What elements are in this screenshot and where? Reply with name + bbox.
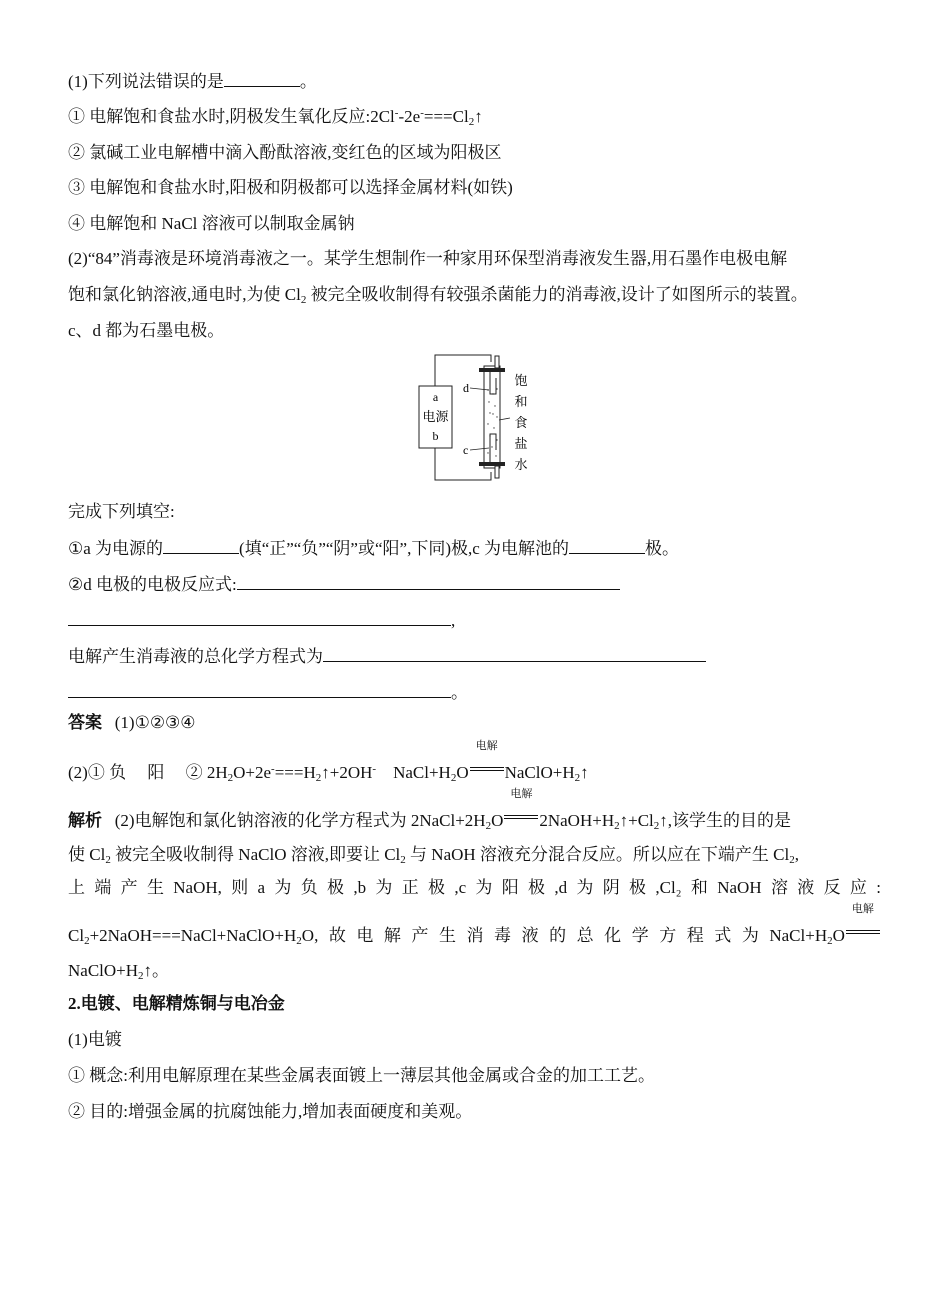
answer-blank[interactable]: [224, 70, 300, 87]
analysis-word: :: [876, 878, 881, 897]
analysis-word: 生: [146, 878, 164, 897]
analysis-word: 负: [300, 878, 318, 897]
analysis-word: 极: [327, 878, 344, 897]
analysis-word: 溶: [770, 878, 788, 897]
top-vent: [495, 356, 499, 368]
section-paragraph-2: ② 目的:增强金属的抗腐蚀能力,增加表面硬度和美观。: [68, 1102, 473, 1121]
q1-item-3: ③ 电解饱和食盐水时,阳极和阴极都可以选择金属材料(如铁): [68, 178, 513, 197]
analysis-word: ,c: [454, 878, 467, 897]
q2-line-2: 饱和氯化钠溶液,通电时,为使 $Cl_2$ 被完全吸收制得有较强杀菌能力的消毒液,设计了如图所示的装置。: [68, 285, 808, 306]
analysis-line-4: $Cl_2+2NaOH===NaCl+NaClO+H_2O$, 故 电 解 产 生 消 毒 液 的 总 化 学 方 程 式 为 $NaCl+H_2O$ 电解: [68, 925, 881, 947]
q1-item-1: ① 电解饱和食盐水时,阴极发生氧化反应$:2Cl^--2e^-===Cl_2↑$: [68, 107, 483, 128]
analysis-word: 极: [428, 878, 445, 897]
pointer-liquid: [499, 418, 510, 420]
fill-heading: 完成下列填空:: [68, 502, 175, 521]
analysis-word: 产: [120, 878, 138, 897]
analysis-word: 应: [849, 878, 867, 897]
analysis-word: 阴: [602, 878, 620, 897]
electrolysis-condition: 电解: [846, 925, 880, 941]
analysis-line-3: [68, 877, 881, 899]
analysis-word: NaOH,: [173, 878, 222, 897]
analysis-word: 反: [823, 878, 841, 897]
answer-blank[interactable]: [237, 573, 620, 590]
q1-item-4: ④ 电解饱和 NaCl 溶液可以制取金属钠: [68, 214, 355, 233]
liquid-label: [514, 373, 527, 472]
analysis-word: 和: [690, 878, 708, 897]
fill-line-3: ,: [68, 609, 455, 632]
analysis-word: 极: [528, 878, 546, 897]
bottom-cap: [479, 462, 505, 466]
label-d: d: [463, 381, 469, 395]
fill-line-4: 电解产生消毒液的总化学方程式为: [68, 645, 706, 668]
svg-text:饱: 饱: [514, 373, 528, 388]
fill-line-5: 。: [68, 681, 468, 704]
label-c: c: [463, 443, 469, 457]
bottom-vent: [495, 466, 499, 478]
section-title: 2.电镀、电解精炼铜与电冶金: [68, 994, 285, 1013]
analysis-line-5: $NaClO+H_2↑$。: [68, 961, 170, 982]
power-terminal-a: a: [432, 390, 439, 404]
analysis-word: a: [257, 878, 266, 897]
analysis-word: 则: [231, 878, 249, 897]
answer-line-2: (2)① 负 阳 ② $2H_2O+2e^-===H_2↑+2OH^-$ $NaCl+H_2O$ 电解 $NaClO+H_2↑$: [68, 740, 589, 784]
analysis-line-1: 解析 (2)电解饱和氯化钠溶液的化学方程式为 $2NaCl+2H_2O$ 电解 $2NaOH+H_2↑+Cl_2↑$,该学生的目的是: [68, 788, 792, 832]
fill-line-1: ①a 为电源的 (填“正”“负”“阴”或“阳”,下同)极,c 为电解池的 极。: [68, 539, 680, 558]
analysis-word: 阳: [501, 878, 519, 897]
answer-label: 答案: [68, 713, 102, 732]
q1-item-2: ② 氯碱工业电解槽中滴入酚酞溶液,变红色的区域为阳极区: [68, 143, 502, 162]
top-cap: [479, 368, 505, 372]
answer-blank[interactable]: [163, 537, 239, 554]
q2-line-1: (2)“84”消毒液是环境消毒液之一。某学生想制作一种家用环保型消毒液发生器,用石墨作电极电解: [68, 249, 788, 268]
section-subtitle: (1)电镀: [68, 1030, 122, 1049]
answer-blank[interactable]: [323, 645, 706, 662]
analysis-word: ,Cl₂: [655, 878, 682, 897]
analysis-word: 上: [68, 878, 85, 897]
power-terminal-b: b: [432, 429, 439, 443]
electrolysis-apparatus-diagram: [413, 350, 543, 485]
electrolysis-condition: 电解: [504, 810, 538, 826]
analysis-word: 为: [475, 878, 493, 897]
analysis-word: 为: [375, 878, 393, 897]
analysis-label: 解析: [68, 811, 102, 830]
analysis-word: 为: [274, 878, 292, 897]
svg-text:食: 食: [514, 415, 528, 430]
q2-line-3: c、d 都为石墨电极。: [68, 321, 225, 340]
power-supply-label: 电源: [422, 409, 449, 424]
q1-prompt: (1)下列说法错误的是 。: [68, 72, 317, 91]
section-paragraph-1: ① 概念:利用电解原理在某些金属表面镀上一薄层其他金属或合金的加工工艺。: [68, 1066, 655, 1085]
analysis-word: 正: [401, 878, 419, 897]
analysis-line-2: 使 $Cl_2$ 被完全吸收制得 NaClO 溶液,即要让 $Cl_2$ 与 NaOH 溶液充分混合反应。所以应在下端产生 $Cl_2$,: [68, 845, 799, 866]
fill-line-2: ②d 电极的电极反应式:: [68, 573, 620, 596]
analysis-word: ,b: [353, 878, 367, 897]
svg-text:盐: 盐: [514, 436, 528, 451]
analysis-word: NaOH: [717, 878, 762, 897]
svg-text:和: 和: [514, 394, 528, 409]
analysis-word: 端: [94, 878, 112, 897]
answer-line-1: 答案 (1)①②③④: [68, 713, 196, 732]
analysis-word: 液: [797, 878, 815, 897]
answer-blank[interactable]: [569, 537, 645, 554]
electrolysis-condition: 电解: [470, 762, 504, 778]
svg-text:水: 水: [514, 457, 528, 472]
analysis-word: ,d: [554, 878, 568, 897]
answer-blank[interactable]: [68, 681, 451, 698]
answer-blank[interactable]: [68, 609, 451, 626]
analysis-word: 为: [576, 878, 594, 897]
analysis-word: 极: [629, 878, 647, 897]
